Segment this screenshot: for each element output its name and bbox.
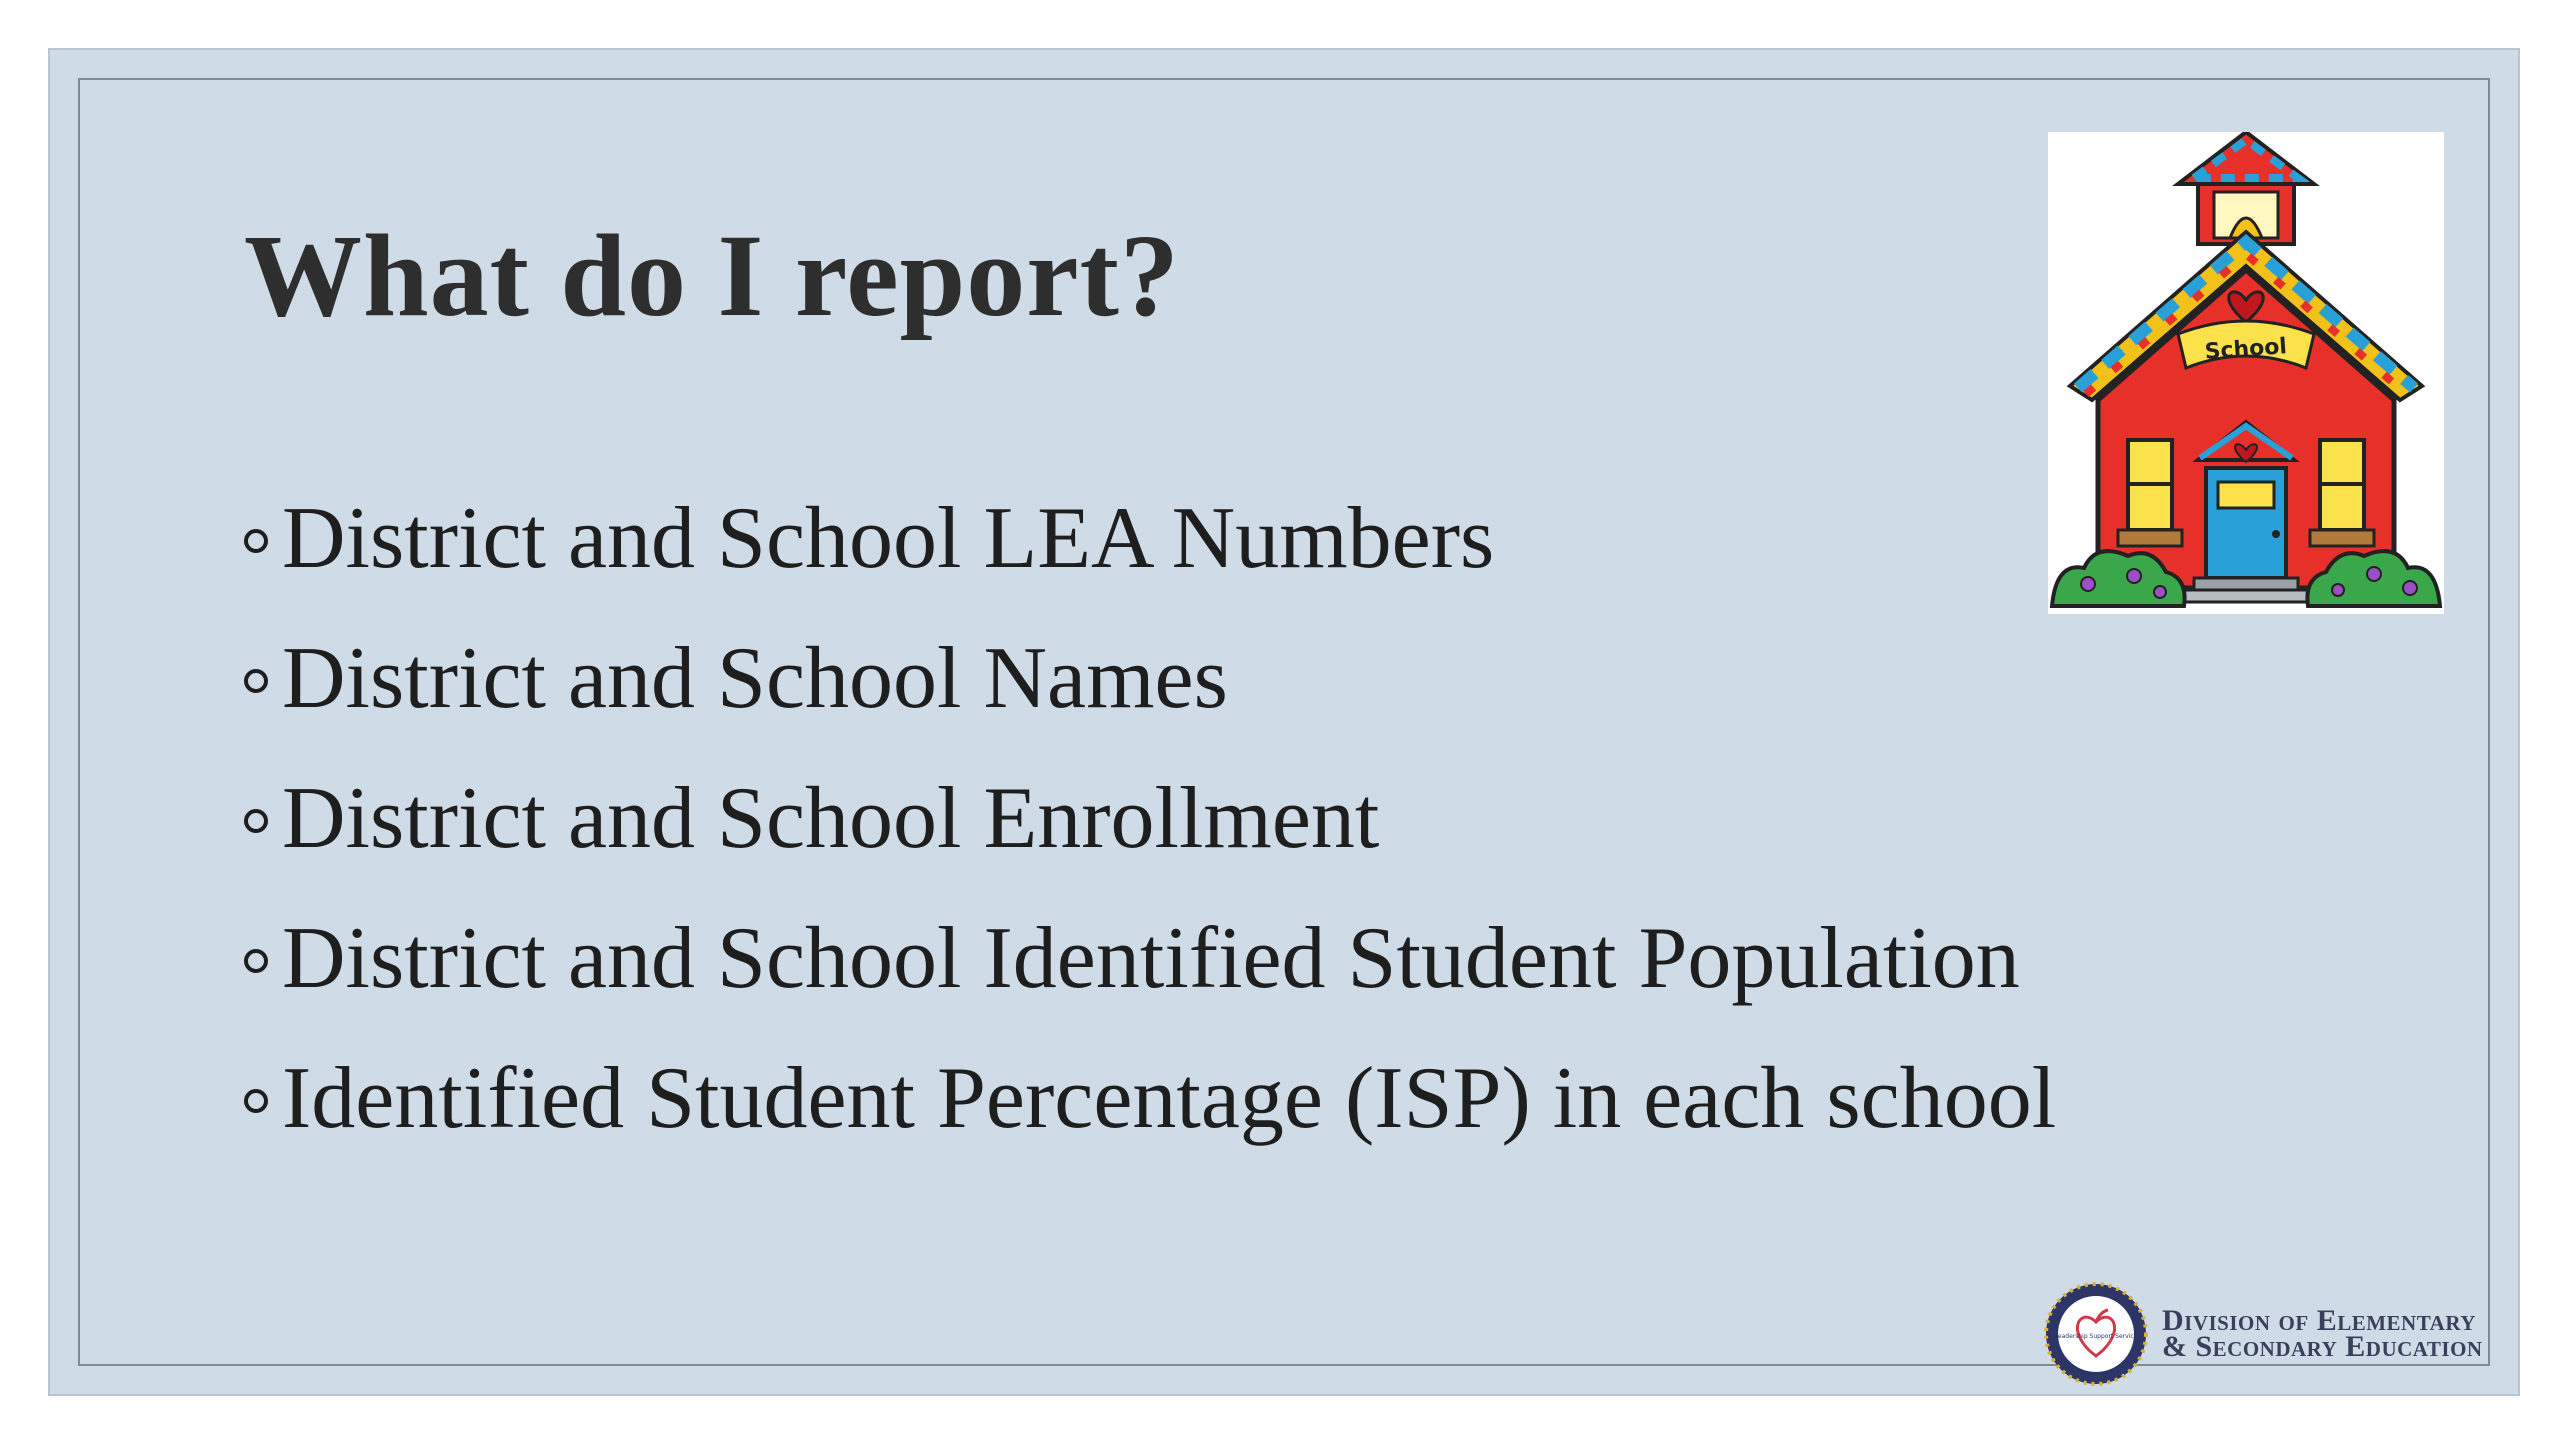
- schoolhouse-icon: [2048, 132, 2444, 614]
- bullet-circle-icon: [244, 1089, 268, 1113]
- bullet-item: [244, 1028, 2056, 1168]
- school-sign-text: School: [2203, 334, 2288, 365]
- bullet-text: District and School Identified Student Population: [282, 909, 2020, 1007]
- schoolhouse-image: [2048, 132, 2444, 614]
- bullet-circle-icon: [244, 669, 268, 693]
- bullet-item: [244, 608, 2056, 748]
- bullet-item: [244, 468, 2056, 608]
- bullet-text: Identified Student Percentage (ISP) in each school: [282, 1049, 2057, 1147]
- bullet-item: [244, 888, 2056, 1028]
- leadership-seal-icon: [2044, 1282, 2148, 1386]
- bullet-circle-icon: [244, 809, 268, 833]
- seal-text: Leadership Support Service: [2054, 1333, 2138, 1340]
- bullet-text: District and School Enrollment: [282, 769, 1380, 867]
- slide-title: What do I report?: [244, 210, 1180, 341]
- dese-logo: [2044, 1282, 2483, 1386]
- bullet-text: District and School Names: [282, 629, 1228, 727]
- bullet-circle-icon: [244, 949, 268, 973]
- dese-wordmark: [2162, 1304, 2483, 1363]
- bullet-circle-icon: [244, 529, 268, 553]
- bullet-text: District and School LEA Numbers: [282, 489, 1495, 587]
- bullet-item: [244, 748, 2056, 888]
- dese-line-1: Division of Elementary: [2162, 1304, 2476, 1337]
- dese-line-2: & Secondary Education: [2162, 1330, 2483, 1363]
- bullet-list: [244, 468, 2056, 1168]
- slide: [48, 48, 2520, 1396]
